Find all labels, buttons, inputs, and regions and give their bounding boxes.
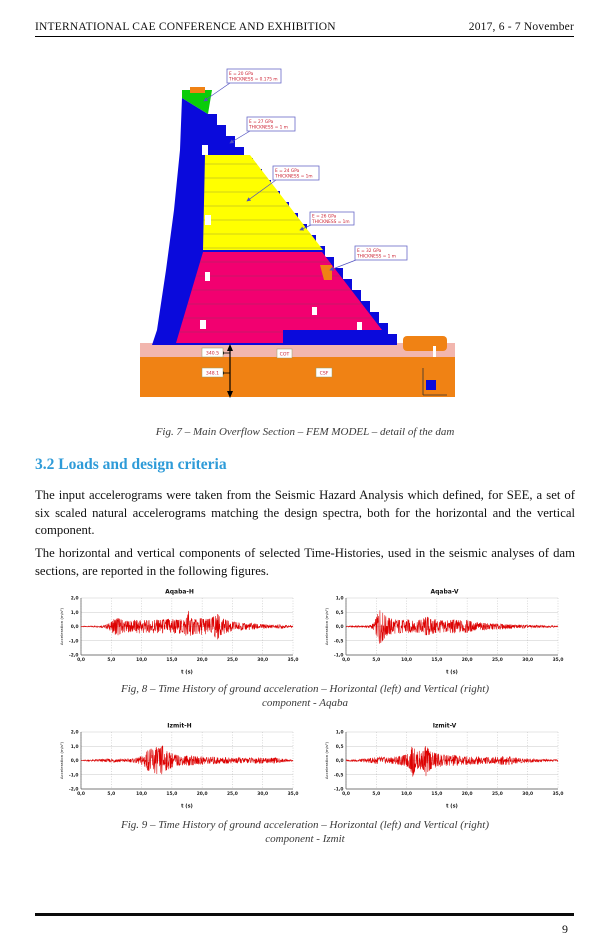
chart-izmit-horizontal xyxy=(57,721,302,813)
svg-text:0,0: 0,0 xyxy=(342,658,350,664)
svg-text:10,0: 10,0 xyxy=(136,658,147,664)
figure9-caption-line2: component - Izmit xyxy=(265,833,345,845)
annotation-4-line2: THICKNESS = 1m xyxy=(312,220,350,225)
header-date: 2017, 6 - 7 November xyxy=(468,21,574,33)
csf-label: CSF xyxy=(319,371,329,377)
bedrock xyxy=(140,356,455,397)
svg-text:t (s): t (s) xyxy=(446,669,458,676)
figure8-caption xyxy=(35,682,575,710)
elevation-label-2: 348.1 xyxy=(205,371,220,377)
svg-text:2,0: 2,0 xyxy=(70,596,79,602)
svg-text:Acceleration (m/s²): Acceleration (m/s²) xyxy=(59,741,64,780)
chart-aqaba-horizontal xyxy=(57,587,302,679)
svg-text:-0,5: -0,5 xyxy=(333,773,344,779)
annotation-2-line2: THICKNESS = 1 m xyxy=(249,125,288,131)
svg-text:Izmit-V: Izmit-V xyxy=(432,722,457,730)
annotation-3-line2: THICKNESS = 1m xyxy=(275,174,313,180)
page-number: 9 xyxy=(562,922,568,936)
svg-text:-2,0: -2,0 xyxy=(68,653,79,659)
svg-text:15,0: 15,0 xyxy=(166,658,178,664)
annotation-5-line2: THICKNESS = 1 m xyxy=(357,254,396,260)
svg-text:-1,0: -1,0 xyxy=(333,653,344,659)
page-header xyxy=(35,21,574,33)
svg-text:-1,0: -1,0 xyxy=(333,787,344,793)
crest-orange-block xyxy=(190,87,205,93)
footer-rule xyxy=(35,913,574,916)
annotation-1-line2: THICKNESS = 0.175 m xyxy=(229,77,278,83)
header-rule xyxy=(35,36,574,37)
svg-text:25,0: 25,0 xyxy=(227,792,238,798)
annotation-5-line1: E = 32 GPa xyxy=(357,249,382,254)
svg-text:5,0: 5,0 xyxy=(372,658,381,664)
figure9-caption xyxy=(35,818,575,846)
annotation-2-line1: E = 27 GPa xyxy=(249,120,274,125)
chart-izmit-vertical xyxy=(322,721,567,813)
svg-text:5,0: 5,0 xyxy=(107,658,116,664)
paragraph-2: The horizontal and vertical components of selected Time-Histories, used in the seismic analyses of dam sections, are reported in the following figures. xyxy=(35,546,575,578)
svg-text:5,0: 5,0 xyxy=(372,792,381,798)
annotation-1-line1: E = 20 GPa xyxy=(229,72,254,77)
svg-text:Acceleration (m/s²): Acceleration (m/s²) xyxy=(324,607,329,646)
svg-text:t (s): t (s) xyxy=(446,803,458,810)
svg-text:t (s): t (s) xyxy=(181,669,193,676)
section-heading: 3.2 Loads and design criteria xyxy=(35,456,227,473)
dam-cross-section-svg xyxy=(140,68,460,400)
svg-text:35,0: 35,0 xyxy=(287,658,299,664)
svg-text:30,0: 30,0 xyxy=(522,658,534,664)
svg-text:0,0: 0,0 xyxy=(335,759,344,765)
svg-text:15,0: 15,0 xyxy=(431,792,443,798)
svg-text:-1,0: -1,0 xyxy=(68,773,79,779)
svg-text:Izmit-H: Izmit-H xyxy=(167,722,192,730)
svg-text:15,0: 15,0 xyxy=(431,658,443,664)
figure8-caption-line1: Fig, 8 – Time History of ground acceleration – Horizontal (left) and Vertical (right) xyxy=(120,683,490,695)
svg-text:1,0: 1,0 xyxy=(70,610,79,616)
svg-text:1,0: 1,0 xyxy=(335,596,344,602)
svg-text:Aqaba-V: Aqaba-V xyxy=(430,588,459,596)
svg-text:20,0: 20,0 xyxy=(196,658,208,664)
svg-text:Acceleration (m/s²): Acceleration (m/s²) xyxy=(324,741,329,780)
svg-text:0,0: 0,0 xyxy=(77,658,85,664)
figure7-caption: Fig. 7 – Main Overflow Section – FEM MODEL – detail of the dam xyxy=(155,426,455,438)
svg-text:20,0: 20,0 xyxy=(461,792,473,798)
svg-text:10,0: 10,0 xyxy=(136,792,147,798)
svg-text:10,0: 10,0 xyxy=(401,792,412,798)
svg-text:0,0: 0,0 xyxy=(70,759,79,765)
svg-text:-2,0: -2,0 xyxy=(68,787,79,793)
chart-aqaba-vertical xyxy=(322,587,567,679)
svg-text:20,0: 20,0 xyxy=(196,792,208,798)
svg-text:Acceleration (m/s²): Acceleration (m/s²) xyxy=(59,607,64,646)
svg-text:25,0: 25,0 xyxy=(492,792,503,798)
svg-text:15,0: 15,0 xyxy=(166,792,178,798)
svg-text:35,0: 35,0 xyxy=(287,792,299,798)
svg-text:25,0: 25,0 xyxy=(227,658,238,664)
svg-text:30,0: 30,0 xyxy=(257,792,269,798)
cot-label: COT xyxy=(279,352,290,358)
annotation-3-line1: E = 24 GPa xyxy=(275,169,300,174)
svg-text:1,0: 1,0 xyxy=(70,744,79,750)
svg-text:30,0: 30,0 xyxy=(257,658,269,664)
svg-text:25,0: 25,0 xyxy=(492,658,503,664)
svg-text:35,0: 35,0 xyxy=(552,792,564,798)
paragraph-1: The input accelerograms were taken from the Seismic Hazard Analysis which defined, for SEE, a set of six scaled natural accelerograms matching the design spectra, both for the horizontal and the vertical component. xyxy=(35,488,575,538)
dam-magenta-zone xyxy=(176,252,382,343)
annotation-4-line1: E = 26 GPa xyxy=(312,214,337,220)
svg-text:1,0: 1,0 xyxy=(335,730,344,736)
foundation-joint xyxy=(433,346,436,357)
foundation-right-bench xyxy=(403,336,447,351)
svg-text:35,0: 35,0 xyxy=(552,658,564,664)
svg-text:Aqaba-H: Aqaba-H xyxy=(165,588,194,596)
svg-text:10,0: 10,0 xyxy=(401,658,412,664)
figure9-caption-line1: Fig. 9 – Time History of ground acceleration – Horizontal (left) and Vertical (right) xyxy=(120,819,490,831)
svg-text:-0,5: -0,5 xyxy=(333,639,344,645)
svg-text:0,0: 0,0 xyxy=(77,792,85,798)
svg-text:-1,0: -1,0 xyxy=(68,639,79,645)
svg-text:5,0: 5,0 xyxy=(107,792,116,798)
svg-text:2,0: 2,0 xyxy=(70,730,79,736)
header-conference-title: INTERNATIONAL CAE CONFERENCE AND EXHIBITION xyxy=(35,21,336,33)
svg-text:0,5: 0,5 xyxy=(335,744,344,750)
svg-text:30,0: 30,0 xyxy=(522,792,534,798)
svg-text:20,0: 20,0 xyxy=(461,658,473,664)
svg-text:0,5: 0,5 xyxy=(335,610,344,616)
figure8-caption-line2: component - Aqaba xyxy=(262,697,348,709)
svg-text:t (s): t (s) xyxy=(181,803,193,810)
elevation-label-1: 340.5 xyxy=(205,351,220,357)
svg-text:0,0: 0,0 xyxy=(70,625,79,631)
svg-text:0,0: 0,0 xyxy=(342,792,350,798)
fem-model-figure xyxy=(140,68,460,400)
svg-text:0,0: 0,0 xyxy=(335,625,344,631)
